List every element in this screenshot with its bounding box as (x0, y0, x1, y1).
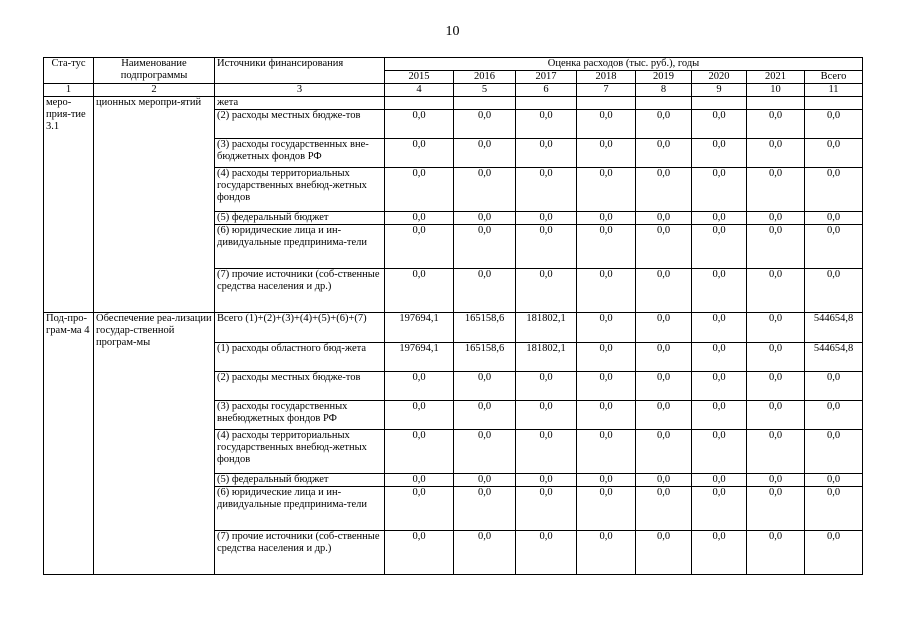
value-cell: 0,0 (516, 401, 577, 430)
header-year-total: Всего (805, 71, 863, 84)
value-cell: 0,0 (516, 430, 577, 474)
header-year: 2018 (577, 71, 636, 84)
value-cell: 181802,1 (516, 343, 577, 372)
value-cell: 0,0 (385, 168, 454, 212)
value-cell: 0,0 (692, 313, 747, 343)
value-cell: 0,0 (805, 168, 863, 212)
header-status: Ста-тус (44, 58, 94, 84)
value-cell: 0,0 (385, 401, 454, 430)
value-cell: 0,0 (692, 212, 747, 225)
source-cell: (7) прочие источники (соб-ственные средства населения и др.) (215, 269, 385, 313)
page-number: 10 (445, 24, 460, 39)
value-cell: 0,0 (454, 487, 516, 531)
value-cell: 0,0 (747, 372, 805, 401)
value-cell: 0,0 (636, 474, 692, 487)
value-cell: 0,0 (454, 110, 516, 139)
value-cell: 197694,1 (385, 343, 454, 372)
value-cell: 0,0 (454, 474, 516, 487)
value-cell: 0,0 (636, 269, 692, 313)
header-year: 2020 (692, 71, 747, 84)
value-cell: 0,0 (636, 401, 692, 430)
value-cell: 0,0 (636, 225, 692, 269)
value-cell: 0,0 (805, 110, 863, 139)
value-cell: 0,0 (636, 372, 692, 401)
value-cell: 0,0 (577, 139, 636, 168)
value-cell: 0,0 (454, 168, 516, 212)
header-subprogram-name: Наименование подпрограммы (94, 58, 215, 84)
column-number: 7 (577, 84, 636, 97)
value-cell: 0,0 (747, 269, 805, 313)
value-cell: 0,0 (636, 212, 692, 225)
value-cell: 0,0 (805, 269, 863, 313)
source-cell: Всего (1)+(2)+(3)+(4)+(5)+(6)+(7) (215, 313, 385, 343)
value-cell: 0,0 (747, 110, 805, 139)
value-cell: 0,0 (805, 531, 863, 575)
value-cell: 0,0 (577, 313, 636, 343)
column-number: 5 (454, 84, 516, 97)
column-number: 6 (516, 84, 577, 97)
header-year: 2019 (636, 71, 692, 84)
value-cell: 0,0 (747, 168, 805, 212)
value-cell: 544654,8 (805, 313, 863, 343)
value-cell: 0,0 (747, 225, 805, 269)
source-cell: (3) расходы государственных внебюджетных фондов РФ (215, 401, 385, 430)
value-cell: 0,0 (692, 269, 747, 313)
value-cell: 0,0 (454, 269, 516, 313)
value-cell: 0,0 (516, 139, 577, 168)
value-cell: 0,0 (577, 212, 636, 225)
value-cell: 0,0 (692, 531, 747, 575)
value-cell: 0,0 (385, 269, 454, 313)
value-cell: 0,0 (516, 110, 577, 139)
header-year: 2017 (516, 71, 577, 84)
value-cell: 0,0 (692, 225, 747, 269)
source-cell: (4) расходы территориальных государственных внебюд-жетных фондов (215, 168, 385, 212)
value-cell: 0,0 (385, 474, 454, 487)
column-number: 4 (385, 84, 454, 97)
value-cell: 0,0 (385, 531, 454, 575)
value-cell: 0,0 (747, 343, 805, 372)
source-cell: (2) расходы местных бюдже-тов (215, 372, 385, 401)
value-cell: 0,0 (747, 487, 805, 531)
value-cell: 0,0 (805, 139, 863, 168)
header-year: 2021 (747, 71, 805, 84)
value-cell: 0,0 (516, 168, 577, 212)
subprogram-name-cell: ционных меропри-ятий (94, 97, 215, 313)
value-cell: 0,0 (454, 139, 516, 168)
source-cell: (6) юридические лица и ин-дивидуальные предпринима-тели (215, 487, 385, 531)
value-cell: 165158,6 (454, 343, 516, 372)
value-cell: 0,0 (636, 110, 692, 139)
value-cell: 0,0 (385, 225, 454, 269)
value-cell: 0,0 (805, 225, 863, 269)
value-cell: 544654,8 (805, 343, 863, 372)
source-cell: (2) расходы местных бюдже-тов (215, 110, 385, 139)
column-number: 2 (94, 84, 215, 97)
value-cell: 0,0 (747, 401, 805, 430)
source-cell: (6) юридические лица и ин-дивидуальные предпринима-тели (215, 225, 385, 269)
value-cell: 0,0 (516, 531, 577, 575)
value-cell: 0,0 (636, 487, 692, 531)
value-cell: 0,0 (454, 372, 516, 401)
value-cell: 0,0 (805, 487, 863, 531)
value-cell: 0,0 (636, 168, 692, 212)
source-cell: (5) федеральный бюджет (215, 474, 385, 487)
value-cell: 0,0 (454, 225, 516, 269)
value-cell: 0,0 (516, 269, 577, 313)
value-cell: 0,0 (692, 343, 747, 372)
header-estimate: Оценка расходов (тыс. руб.), годы (385, 58, 863, 71)
value-cell: 0,0 (577, 110, 636, 139)
value-cell: 0,0 (577, 269, 636, 313)
table-row (44, 97, 863, 110)
value-cell: 0,0 (747, 531, 805, 575)
value-cell: 0,0 (577, 225, 636, 269)
value-cell: 0,0 (577, 343, 636, 372)
subprogram-name-cell: Обеспечение реа-лизации государ-ственной програм-мы (94, 313, 215, 575)
value-cell: 0,0 (692, 168, 747, 212)
value-cell: 0,0 (385, 212, 454, 225)
value-cell: 0,0 (805, 474, 863, 487)
value-cell: 181802,1 (516, 313, 577, 343)
value-cell: 0,0 (516, 372, 577, 401)
value-cell: 0,0 (692, 110, 747, 139)
value-cell: 0,0 (747, 474, 805, 487)
value-cell: 0,0 (747, 212, 805, 225)
value-cell: 0,0 (577, 531, 636, 575)
table-row (44, 313, 863, 343)
value-cell: 0,0 (454, 531, 516, 575)
value-cell: 197694,1 (385, 313, 454, 343)
header-year: 2016 (454, 71, 516, 84)
value-cell: 0,0 (516, 212, 577, 225)
value-cell: 0,0 (454, 430, 516, 474)
value-cell: 0,0 (805, 430, 863, 474)
value-cell: 0,0 (805, 372, 863, 401)
value-cell: 0,0 (577, 430, 636, 474)
value-cell: 0,0 (692, 474, 747, 487)
value-cell: 0,0 (516, 225, 577, 269)
value-cell: 0,0 (692, 139, 747, 168)
value-cell: 0,0 (747, 313, 805, 343)
value-cell: 0,0 (636, 343, 692, 372)
value-cell: 0,0 (385, 372, 454, 401)
column-number: 9 (692, 84, 747, 97)
column-number: 3 (215, 84, 385, 97)
status-cell: Под-про-грам-ма 4 (44, 313, 94, 575)
value-cell: 0,0 (692, 430, 747, 474)
value-cell: 0,0 (692, 372, 747, 401)
value-cell: 165158,6 (454, 313, 516, 343)
value-cell: 0,0 (805, 212, 863, 225)
value-cell: 0,0 (805, 401, 863, 430)
value-cell: 0,0 (636, 139, 692, 168)
source-cell: (5) федеральный бюджет (215, 212, 385, 225)
value-cell: 0,0 (692, 487, 747, 531)
column-number: 11 (805, 84, 863, 97)
value-cell: 0,0 (577, 401, 636, 430)
status-cell: меро-прия-тие 3.1 (44, 97, 94, 313)
column-number: 1 (44, 84, 94, 97)
value-cell: 0,0 (577, 487, 636, 531)
value-cell: 0,0 (454, 401, 516, 430)
source-cell: жета (215, 97, 385, 110)
value-cell: 0,0 (516, 487, 577, 531)
value-cell: 0,0 (577, 168, 636, 212)
value-cell: 0,0 (747, 430, 805, 474)
value-cell: 0,0 (577, 474, 636, 487)
source-cell: (4) расходы территориальных государственных внебюд-жетных фондов (215, 430, 385, 474)
value-cell: 0,0 (385, 139, 454, 168)
source-cell: (3) расходы государственных вне-бюджетных фондов РФ (215, 139, 385, 168)
budget-table (43, 57, 863, 575)
value-cell: 0,0 (636, 531, 692, 575)
header-sources: Источники финансирования (215, 58, 385, 84)
column-number-row (44, 84, 863, 97)
value-cell: 0,0 (385, 110, 454, 139)
value-cell: 0,0 (385, 487, 454, 531)
value-cell: 0,0 (385, 430, 454, 474)
source-cell: (7) прочие источники (соб-ственные средства населения и др.) (215, 531, 385, 575)
value-cell: 0,0 (692, 401, 747, 430)
header-year: 2015 (385, 71, 454, 84)
value-cell: 0,0 (516, 474, 577, 487)
value-cell: 0,0 (577, 372, 636, 401)
value-cell: 0,0 (636, 313, 692, 343)
column-number: 8 (636, 84, 692, 97)
source-cell: (1) расходы областного бюд-жета (215, 343, 385, 372)
column-number: 10 (747, 84, 805, 97)
value-cell: 0,0 (747, 139, 805, 168)
value-cell: 0,0 (636, 430, 692, 474)
value-cell: 0,0 (454, 212, 516, 225)
